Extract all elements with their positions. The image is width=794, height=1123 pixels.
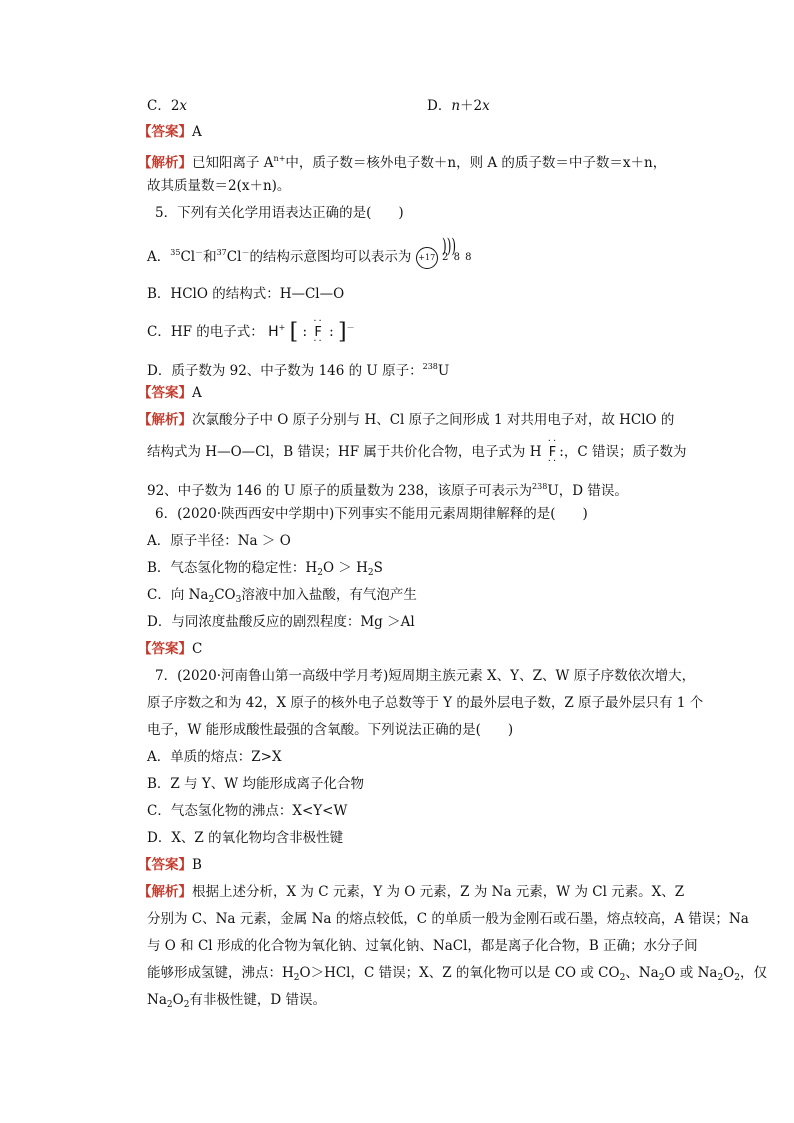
q5-option-b [147, 284, 344, 304]
answer-value: B [192, 857, 202, 873]
q6-c-text-2: CO [214, 587, 236, 603]
q6-stem-text: 6．(2020·陕西西安中学期中)下列事实不能用元素周期律解释的是( ) [155, 506, 588, 522]
q7-analysis-text-5a: Na [147, 992, 167, 1008]
q6-stem [155, 504, 588, 524]
atom-nucleus: +17 [416, 247, 438, 269]
q6-option-a [147, 531, 291, 551]
q5-d-u: U [437, 363, 450, 379]
q7-answer [138, 855, 202, 875]
q5-c-text: C．HF 的电子式： [147, 324, 264, 340]
q6-b-text-3: S [373, 560, 383, 576]
q7-stem-1 [155, 666, 695, 686]
q6-b-text: B．气态氢化物的稳定性：H [147, 560, 318, 576]
bracket-right: ] [337, 319, 347, 345]
q7-c-text: C．气态氢化物的沸点：X<Y<W [147, 803, 348, 819]
isotope-37: 37 [216, 248, 227, 257]
q5-analysis-text-1: 次氯酸分子中 O 原子分别与 H、Cl 原子之间形成 1 对共用电子对，故 HClO 的 [192, 412, 675, 428]
u-mass-2: 238 [532, 482, 548, 491]
q5-stem-text: 5．下列有关化学用语表达正确的是( ) [155, 205, 404, 221]
q5-option-d [147, 357, 449, 381]
q5-analysis-line2 [147, 442, 686, 463]
q7-stem-text-2: 原子序数之和为 42，X 原子的核外电子总数等于 Y 的最外层电子数，Z 原子最外层只有 1 个 [147, 695, 704, 711]
q4-analysis-line2 [147, 176, 290, 196]
q4-analysis-line1 [138, 149, 666, 173]
option-d-var: x [482, 98, 490, 114]
q6-a-text: A．原子半径：Na ＞ O [147, 533, 291, 549]
q5-b-text: B．HClO 的结构式：H—Cl—O [147, 286, 345, 302]
q7-option-b [147, 774, 364, 794]
q5-a-cl1: Cl [180, 249, 196, 265]
q7-analysis-text-4b: O＞HCl，C 错误；X、Z 的氧化物可以是 CO 或 CO [299, 965, 620, 981]
q7-analysis-line2 [147, 909, 749, 929]
answer-tag: 【答案】 [138, 385, 192, 401]
q4-analysis-text-b: 中，质子数＝核外电子数＋n，则 A 的质子数＝中子数＝x＋n， [285, 155, 667, 171]
q7-analysis-text-2: 分别为 C、Na 元素，金属 Na 的熔点较低，C 的单质一般为金刚石或石墨，熔点较高，A 错误；Na [147, 911, 749, 927]
q7-stem-2 [147, 693, 703, 713]
colon-right: : [329, 324, 334, 340]
f-minus: － [346, 323, 355, 332]
q5-analysis-text-2b: ，C 错误；质子数为 [563, 444, 687, 460]
option-d-plus: ＋2 [460, 98, 483, 114]
q7-analysis-text-3: 与 O 和 Cl 形成的化合物为氧化钠、过氧化钠、NaCl，都是离子化合物，B 正确；水分子间 [147, 938, 698, 954]
q7-option-d [147, 828, 343, 848]
u-mass: 238 [422, 362, 438, 371]
q4-analysis-text: 已知阳离子 A [192, 155, 274, 171]
option-d-label: D． [427, 98, 452, 114]
q7-analysis-text-5c: 有非极性键，D 错误。 [189, 992, 327, 1008]
q6-option-b: B．气态氢化物的稳定性：$H_2O > H_2S$ [147, 560, 383, 578]
colon-right-2: : [559, 444, 564, 460]
q7-stem-3 [147, 720, 513, 740]
q7-analysis-text-4f: ，仅 [739, 965, 767, 981]
q5-stem [155, 203, 404, 223]
q5-answer [138, 383, 202, 403]
q5-d-text: D．质子数为 92、中子数为 146 的 U 原子： [147, 363, 423, 379]
analysis-tag: 【解析】 [138, 412, 192, 428]
q7-analysis-line3 [147, 936, 698, 956]
q6-c-text: C．向 Na [147, 587, 209, 603]
atom-shells: ))) 2 8 8 [442, 248, 472, 268]
q7-analysis-text-4c: 、Na [625, 965, 659, 981]
q5-a-label: A． [147, 249, 171, 265]
q6-d-text: D．与同浓度盐酸反应的剧烈程度：Mg ＞Al [147, 614, 415, 630]
q7-stem-text-1: 7．(2020·河南鲁山第一高级中学月考)短周期主族元素 X、Y、Z、W 原子序数依次增大， [155, 668, 696, 684]
answer-value: A [192, 385, 202, 401]
q7-analysis-line5: $Na_2O_2$有非极性键，D 错误。 [147, 992, 327, 1010]
q5-a-and: 和 [203, 249, 217, 265]
q6-c-text-3: 溶液中加入盐酸，有气泡产生 [241, 587, 417, 603]
q7-d-text: D．X、Z 的氧化物均含非极性键 [147, 830, 344, 846]
analysis-tag: 【解析】 [138, 884, 192, 900]
electron-f: ·· F ·· [311, 323, 324, 343]
answer-tag: 【答案】 [138, 641, 192, 657]
q7-analysis-text-4e: O [723, 965, 735, 981]
answer-tag: 【答案】 [138, 857, 192, 873]
q5-analysis-line1 [138, 410, 674, 430]
option-c-label: C．2 [147, 98, 180, 114]
q5-analysis-text-3b: U，D 错误。 [547, 483, 628, 499]
q7-analysis-line1 [138, 882, 684, 902]
q4-answer [138, 122, 202, 142]
ion-charge: n+ [273, 154, 286, 163]
q5-option-a [147, 243, 472, 269]
q7-analysis-text-4a: 能够形成氢键，沸点：H [147, 965, 294, 981]
q7-analysis-text-5b: O [172, 992, 184, 1008]
q4-analysis-text-2: 故其质量数＝2(x＋n)。 [147, 178, 291, 194]
q7-analysis-text-1: 根据上述分析，X 为 C 元素，Y 为 O 元素，Z 为 Na 元素，W 为 Cl 元素。X、Z [192, 884, 685, 900]
answer-tag: 【答案】 [138, 124, 192, 140]
charge-minus-2: － [241, 248, 250, 257]
q7-stem-text-3: 电子，W 能形成酸性最强的含氧酸。下列说法正确的是( ) [147, 722, 514, 738]
q6-option-d [147, 612, 415, 632]
option-c-var: x [179, 98, 188, 114]
option-d-line [427, 96, 490, 116]
q7-b-text: B．Z 与 Y、W 均能形成离子化合物 [147, 776, 364, 792]
q5-a-text: 的结构示意图均可以表示为 [249, 249, 412, 265]
q7-option-c [147, 801, 347, 821]
colon-left: : [302, 324, 308, 340]
option-c-line [147, 96, 187, 116]
q6-option-c: C．向 $Na_2CO_3$溶液中加入盐酸，有气泡产生 [147, 587, 417, 605]
q5-option-c [147, 318, 355, 343]
q7-analysis-line4: 能够形成氢键，沸点：$H_2O>HCl$，C 错误；X、Z 的氧化物可以是 CO 或 $CO_2$、$Na_2O$ 或 $Na_2O_2$，仅 [147, 965, 767, 983]
bracket-left: [ [289, 319, 299, 345]
q6-b-text-2: O ＞ H [322, 560, 368, 576]
q5-a-cl2: Cl [226, 249, 242, 265]
q6-answer [138, 639, 202, 659]
answer-value: A [192, 124, 202, 140]
q5-analysis-line3 [147, 477, 628, 501]
electron-h: H [268, 324, 279, 340]
h-plus: + [278, 323, 286, 332]
q7-option-a [147, 747, 282, 767]
electron-f-2: ·· F ·· [546, 443, 559, 463]
q5-analysis-text-3: 92、中子数为 146 的 U 原子的质量数为 238，该原子可表示为 [147, 483, 533, 499]
q7-analysis-text-4d: O 或 Na [664, 965, 718, 981]
option-d-expr: n [451, 98, 461, 114]
q5-analysis-text-2a: 结构式为 H—O—Cl，B 错误；HF 属于共价化合物，电子式为 H [147, 444, 542, 460]
isotope-35: 35 [170, 248, 181, 257]
analysis-tag: 【解析】 [138, 155, 192, 171]
charge-minus: － [195, 248, 204, 257]
answer-value: C [192, 641, 203, 657]
q7-a-text: A．单质的熔点：Z>X [147, 749, 282, 765]
